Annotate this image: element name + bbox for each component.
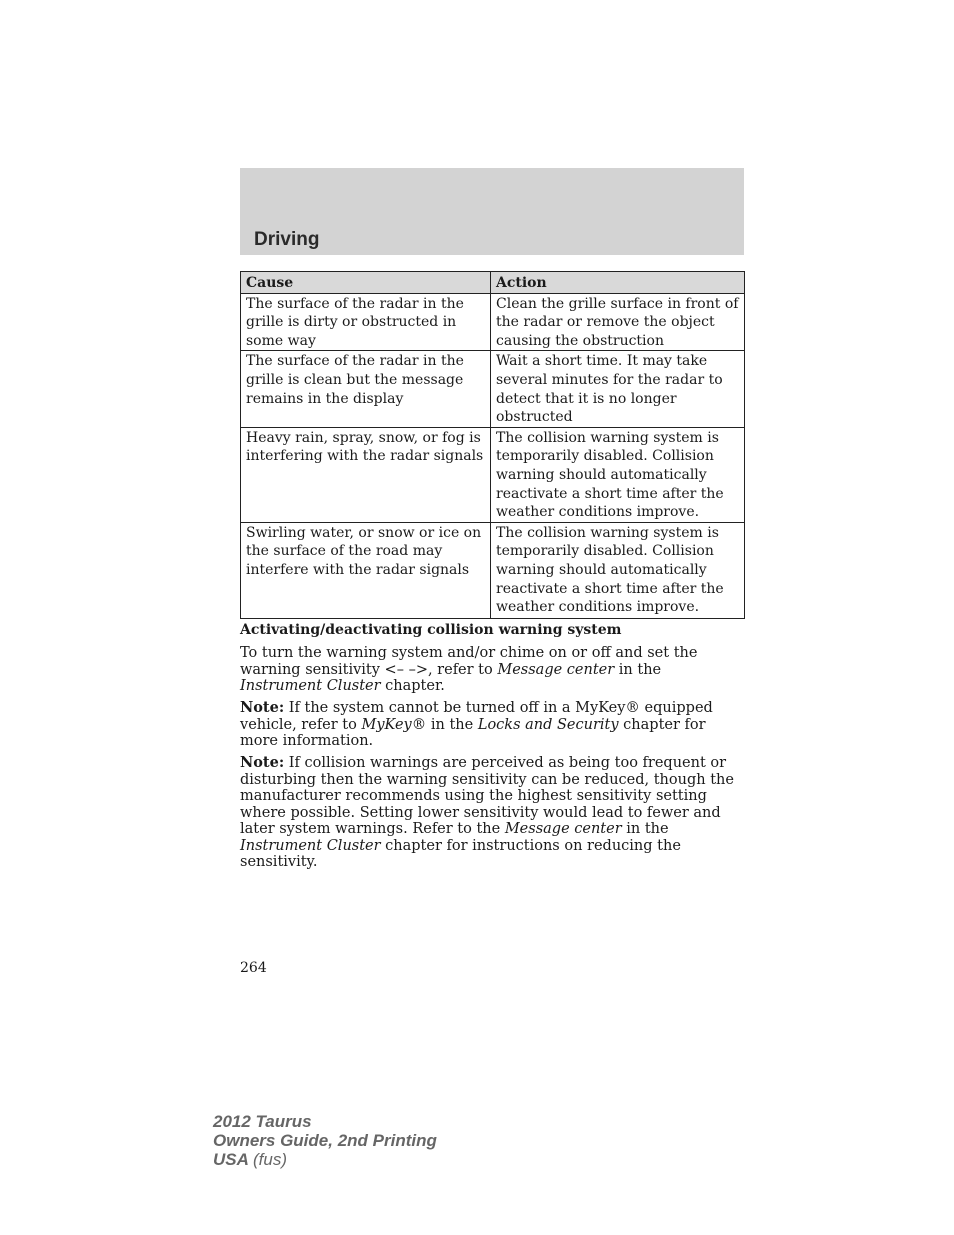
table-row (241, 427, 745, 522)
cause-cell: Swirling water, or snow or ice on the surface of the road may interfere with the radar signals (241, 522, 491, 618)
paragraph-activation: To turn the warning system and/or chime on or off and set the warning sensitivity <– –>, refer to Message center in the Instrument Cluster chapter. (240, 645, 698, 694)
note-label: Note: (240, 754, 285, 771)
footer-region: USA (fus) (213, 1150, 287, 1169)
cause-cell: The surface of the radar in the grille is dirty or obstructed in some way (241, 293, 491, 351)
action-cell: Clean the grille surface in front of the radar or remove the object causing the obstruction (491, 293, 745, 351)
section-title: Driving (254, 229, 320, 250)
cause-cell: The surface of the radar in the grille is clean but the message remains in the display (241, 351, 491, 427)
section-header-band (240, 168, 744, 255)
column-header-action: Action (491, 272, 745, 294)
action-cell: Wait a short time. It may take several minutes for the radar to detect that it is no longer obstructed (491, 351, 745, 427)
footer-model: 2012 Taurus (213, 1112, 312, 1131)
cause-action-table (240, 271, 745, 619)
table-header-row (241, 272, 745, 294)
reference-instrument-cluster: Instrument Cluster (240, 678, 381, 694)
reference-mykey: MyKey® (361, 716, 427, 733)
reference-message-center: Message center (497, 661, 615, 678)
action-cell: The collision warning system is temporarily disabled. Collision warning should automatically reactivate a short time after the weather conditions improve. (491, 427, 745, 522)
reference-instrument-cluster: Instrument Cluster (240, 837, 381, 854)
cause-cell: Heavy rain, spray, snow, or fog is interfering with the radar signals (241, 427, 491, 522)
table-row (241, 522, 745, 618)
action-cell: The collision warning system is temporarily disabled. Collision warning should automatically reactivate a short time after the weather conditions improve. (491, 522, 745, 618)
subheading: Activating/deactivating collision warning system (240, 622, 622, 638)
table-row (241, 351, 745, 427)
table-row (241, 293, 745, 351)
note-label: Note: (240, 699, 285, 716)
reference-message-center: Message center (504, 821, 622, 837)
reference-locks-and-security: Locks and Security (477, 716, 619, 733)
column-header-cause: Cause (241, 272, 491, 294)
footer-publication-info (213, 1112, 437, 1169)
page-number: 264 (240, 960, 267, 976)
note-mykey: Note: If the system cannot be turned off in a MyKey® equipped vehicle, refer to MyKey® in the Locks and Security chapter for more information. (240, 699, 713, 749)
note-sensitivity: Note: If collision warnings are perceived as being too frequent or disturbing then the warning sensitivity can be reduced, though the manufacturer recommends using the highest sensitivity setting where possible. Setting lower sensitivity would lead to fewer and later system warnings. Refer to the Message center in the Instrument Cluster chapter for instructions on reducing the sensitivity. (240, 754, 734, 870)
footer-edition: Owners Guide, 2nd Printing (213, 1131, 437, 1150)
